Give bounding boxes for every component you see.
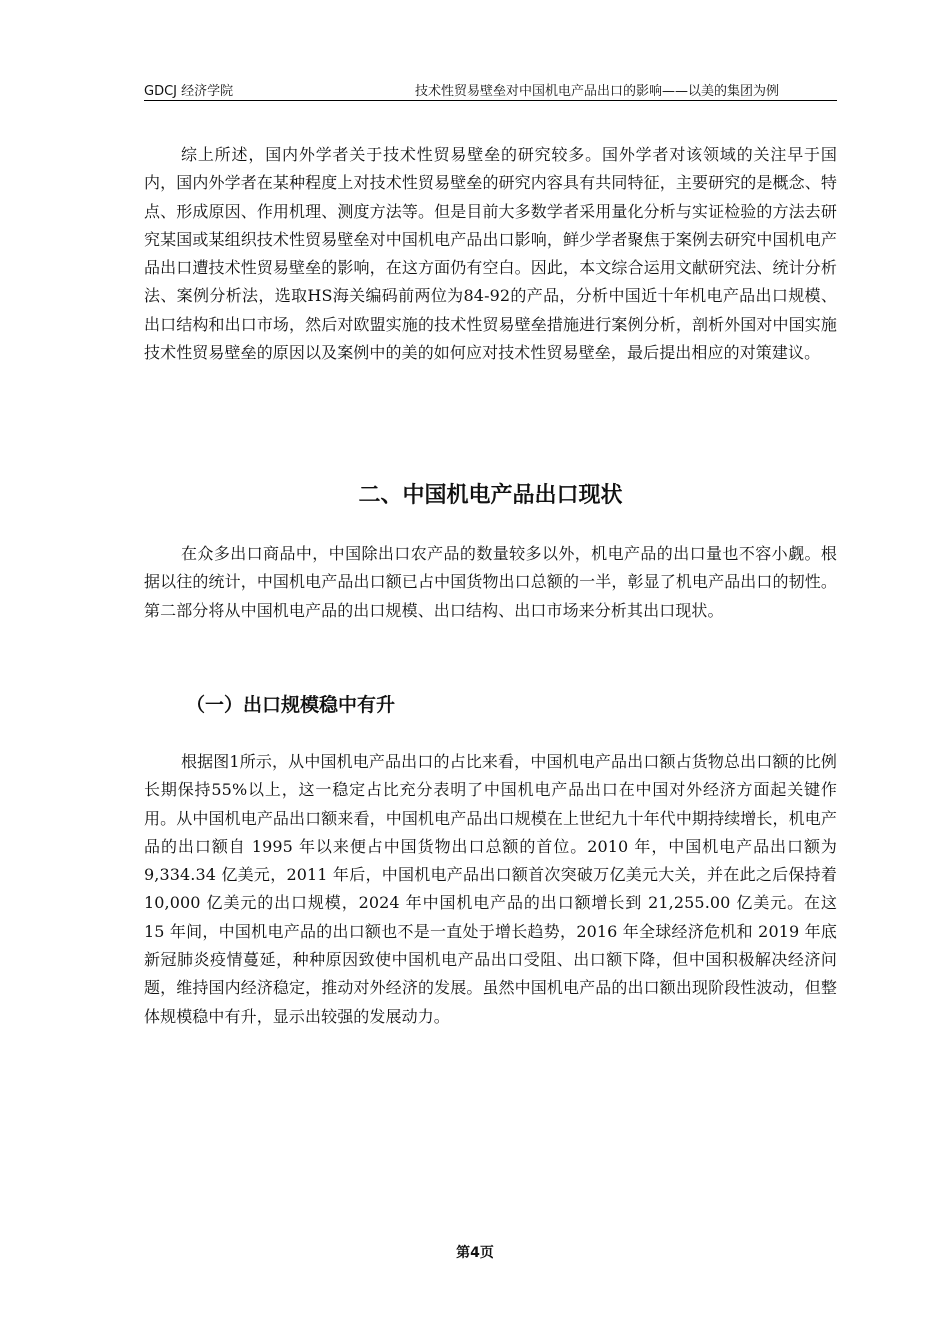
header-institution: GDCJ 经济学院 xyxy=(144,84,234,99)
header-paper-title: 技术性贸易壁垒对中国机电产品出口的影响——以美的集团为例 xyxy=(414,84,779,99)
subsection-title: （一）出口规模稳中有升 xyxy=(186,694,396,716)
page-number: 第4页 xyxy=(456,1245,494,1261)
body-paragraph-section-intro: 在众多出口商品中，中国除出口农产品的数量较多以外，机电产品的出口量也不容小觑。根据以往的统计，中国机电产品出口额已占中国货物出口总额的一半，彰显了机电产品出口的韧性。第二部分将从中国机电产品的出口规模、出口结构、出口市场来分析其出口现状。 xyxy=(144,544,837,620)
running-header xyxy=(144,78,837,101)
body-paragraph-summary: 综上所述，国内外学者关于技术性贸易壁垒的研究较多。国外学者对该领域的关注早于国内，国内外学者在某种程度上对技术性贸易壁垒的研究内容具有共同特征，主要研究的是概念、特点、形成原因、作用机理、测度方法等。但是目前大多数学者采用量化分析与实证检验的方法去研究某国或某组织技术性贸易壁垒对中国机电产品出口影响，鲜少学者聚焦于案例去研究中国机电产品出口遭技术性贸易壁垒的影响，在这方面仍有空白。因此，本文综合运用文献研究法、统计分析法、案例分析法，选取HS海关编码前两位为84-92的产品，分析中国近十年机电产品出口规模、出口结构和出口市场，然后对欧盟实施的技术性贸易壁垒措施进行案例分析，剖析外国对中国实施技术性贸易壁垒的原因以及案例中的美的如何应对技术性贸易壁垒，最后提出相应的对策建议。 xyxy=(144,145,837,363)
body-paragraph-export-scale: 根据图1所示，从中国机电产品出口的占比来看，中国机电产品出口额占货物总出口额的比例长期保持55%以上，这一稳定占比充分表明了中国机电产品出口在中国对外经济方面起关键作用。从中国机电产品出口额来看，中国机电产品出口规模在上世纪九十年代中期持续增长，机电产品的出口额自 1995 年以来便占中国货物出口总额的首位。2010 年，中国机电产品出口额为 9,334.34 亿美元，2011 年后，中国机电产品出口额首次突破万亿美元大关，并在此之后保持着 10,000 亿美元的出口规模，2024 年中国机电产品的出口额增长到 21,255.00 亿美元。在这 15 年间，中国机电产品的出口额也不是一直处于增长趋势，2016 年全球经济危机和 2019 年底新冠肺炎疫情蔓延，种种原因致使中国机电产品出口受阻、出口额下降，但中国积极解决经济问题，维持国内经济稳定，推动对外经济的发展。虽然中国机电产品的出口额出现阶段性波动，但整体规模稳中有升，显示出较强的发展动力。 xyxy=(144,752,837,1026)
section-title: 二、中国机电产品出口现状 xyxy=(358,483,623,508)
